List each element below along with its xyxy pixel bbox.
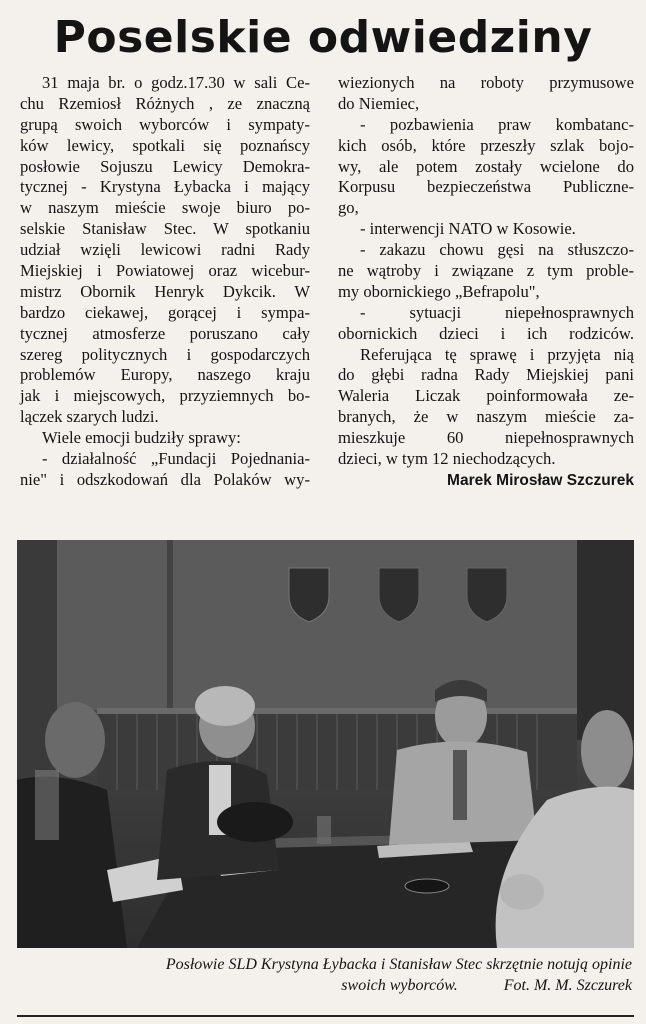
- text-line: - zakazu chowu gęsi na stłuszczo-: [360, 240, 634, 260]
- text-line: lączek szarych ludzi.: [20, 407, 159, 427]
- text-line: Korpusu bezpieczeństwa Publiczne-: [338, 177, 634, 197]
- text-line: dzieci, w tym 12 niechodzących.: [338, 449, 556, 469]
- article-column-right: [338, 73, 634, 492]
- text-line: problemów Europy, naszego kraju: [20, 365, 310, 385]
- article-column-left: [20, 73, 310, 491]
- text-line: udział wzięli lewicowi radni Rady: [20, 240, 310, 260]
- text-line: mistrz Obornik Henryk Dykcik. W: [20, 281, 310, 301]
- text-line: 31 maja br. o godz.17.30 w sali Ce-: [42, 73, 310, 92]
- text-line: jak i miejscowych, przyziemnych bo-: [20, 386, 310, 406]
- text-line: my obornickiego „Befrapolu",: [338, 281, 540, 301]
- photo-meeting: [17, 540, 634, 948]
- text-line: w naszym mieście swoje biuro po-: [20, 198, 310, 218]
- headline: Poselskie odwiedziny: [53, 12, 593, 63]
- text-line: do Niemiec,: [338, 93, 420, 113]
- caption-line: Posłowie SLD Krystyna Łybacka i Stanisław Stec skrzętnie notują opinie: [165, 956, 632, 973]
- text-line: mieszkuje 60 niepełnosprawnych: [338, 428, 634, 448]
- photo-illustration: [17, 540, 634, 948]
- text-line: tycznej - Krystyna Łybacka i mający: [20, 177, 310, 197]
- text-line: szereg politycznych i gospodarczych: [20, 344, 310, 364]
- text-line: tycznej atmosferze poruszano cały: [20, 323, 310, 343]
- text-line: posłowie Sojuszu Lewicy Demokra-: [20, 156, 310, 176]
- text-line: ne wątroby i związane z tym proble-: [338, 261, 634, 281]
- text-line: - działalność „Fundacji Pojednania-: [42, 449, 310, 469]
- text-line: grupą swoich wyborców i sympaty-: [20, 114, 310, 134]
- photo-caption: [20, 954, 632, 996]
- caption-line: swoich wyborców.: [341, 977, 458, 994]
- text-line: obornickich dzieci i ich rodziców.: [338, 323, 634, 343]
- text-line: do głębi radna Rady Miejskiej pani: [338, 365, 634, 385]
- text-line: chu Rzemiosł Różnych , ze znaczną: [20, 93, 310, 113]
- text-line: kich osób, które przeszły szlak bojo-: [338, 135, 634, 155]
- text-line: Wiele emocji budziły sprawy:: [42, 428, 241, 448]
- author-byline: Marek Mirosław Szczurek: [447, 471, 634, 489]
- text-line: bardzo ciekawej, gorącej i sympa-: [20, 302, 310, 322]
- text-line: Waleria Liczak poinformowała ze-: [338, 386, 634, 406]
- text-line: - interwencji NATO w Kosowie.: [360, 219, 576, 239]
- text-line: - sytuacji niepełnosprawnych: [360, 302, 634, 322]
- text-line: - pozbawienia praw kombatanc-: [360, 114, 634, 134]
- text-line: go,: [338, 198, 359, 218]
- text-line: Miejskiej i Powiatowej oraz wicebur-: [20, 261, 310, 281]
- bottom-rule: [17, 1015, 634, 1017]
- text-line: branych, że w naszym mieście za-: [338, 407, 634, 427]
- text-line: Referująca tę sprawę i przyjęta nią: [360, 344, 634, 364]
- photo-credit: Fot. M. M. Szczurek: [503, 977, 632, 994]
- text-line: wy, ale potem zostały wcielone do: [338, 156, 634, 176]
- text-line: selskie Stanisław Stec. W spotkaniu: [20, 219, 310, 239]
- text-line: nie" i odszkodowań dla Polaków wy-: [20, 469, 310, 489]
- text-line: wiezionych na roboty przymusowe: [338, 73, 634, 92]
- text-line: ków lewicy, spotkali się poznańscy: [20, 135, 310, 155]
